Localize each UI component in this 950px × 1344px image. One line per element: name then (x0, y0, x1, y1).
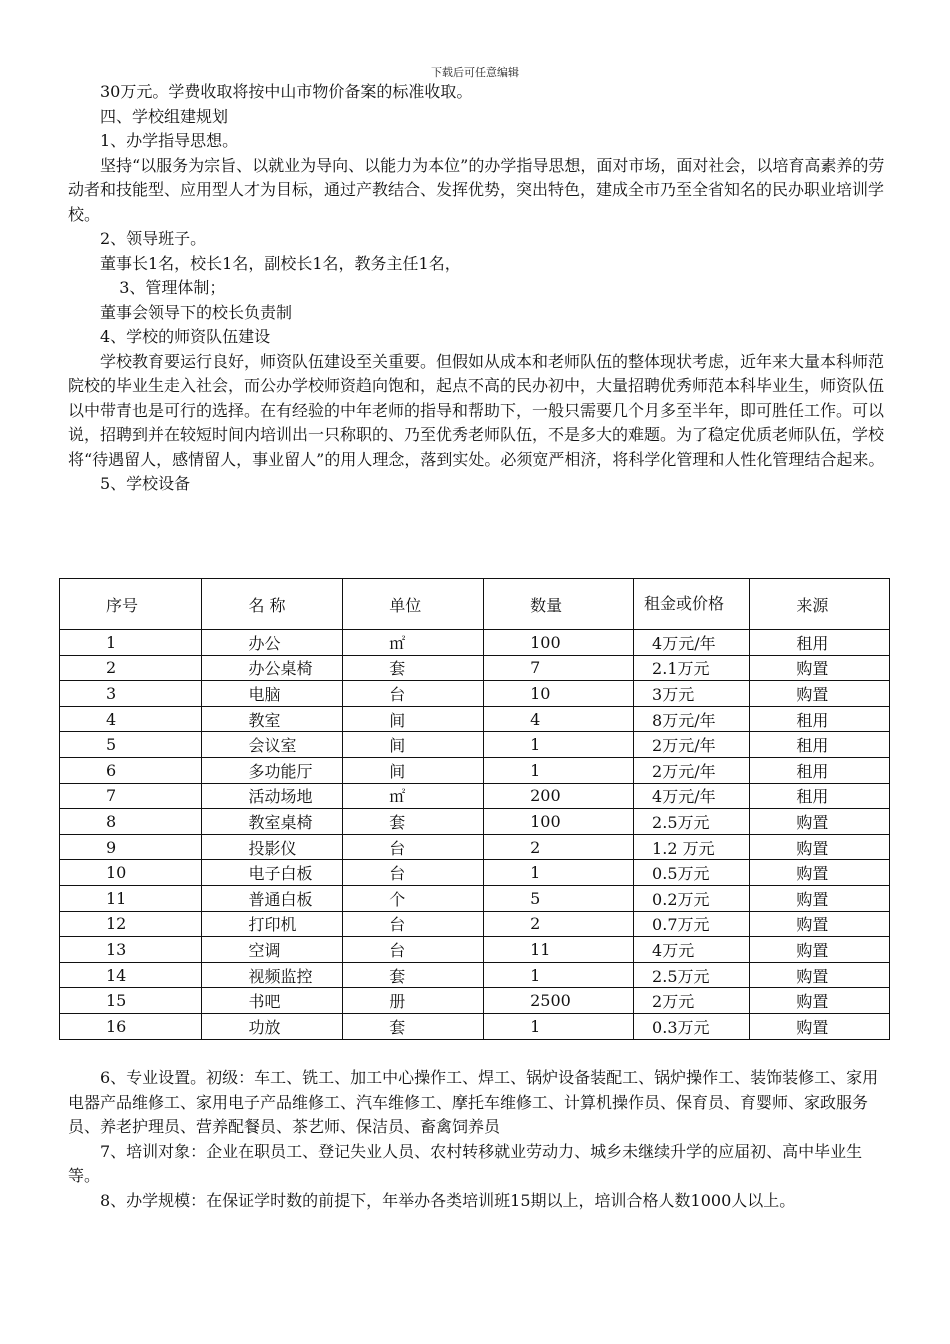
cell-serial: 4 (60, 706, 202, 732)
cell-quantity: 2 (484, 834, 634, 860)
paragraph-majors: 6、专业设置。初级：车工、铣工、加工中心操作工、焊工、锅炉设备装配工、锅炉操作工、装饰装修工、家用电器产品维修工、家用电子产品维修工、汽车维修工、摩托车维修工、计算机操作员、保育员、育婴师、家政服务员、养老护理员、营养配餐员、茶艺师、保洁员、畜禽饲养员 (68, 1068, 879, 1136)
cell-price: 0.5万元 (634, 860, 750, 886)
cell-quantity: 1 (484, 860, 634, 886)
page-header-note: 下载后可任意编辑 (431, 66, 519, 79)
table-row (60, 885, 890, 911)
table-row (60, 655, 890, 681)
cell-quantity: 100 (484, 630, 634, 656)
section-heading-school-plan: 四、学校组建规划 (100, 106, 229, 126)
cell-name: 多功能厅 (202, 757, 343, 783)
subheading-leadership: 2、领导班子。 (100, 229, 207, 248)
cell-serial: 8 (60, 809, 202, 835)
cell-price: 0.3万元 (634, 1013, 750, 1039)
cell-unit: 套 (343, 962, 484, 988)
cell-quantity: 4 (484, 706, 634, 732)
subheading-teachers: 4、学校的师资队伍建设 (100, 327, 271, 346)
cell-price: 0.7万元 (634, 911, 750, 937)
cell-quantity: 200 (484, 783, 634, 809)
cell-unit: 台 (343, 834, 484, 860)
table-row (60, 783, 890, 809)
header-quantity: 数量 (484, 579, 634, 630)
cell-price: 2.1万元 (634, 655, 750, 681)
table-row (60, 681, 890, 707)
cell-name: 教室桌椅 (202, 809, 343, 835)
cell-unit: ㎡ (343, 630, 484, 656)
cell-serial: 12 (60, 911, 202, 937)
cell-price: 0.2万元 (634, 885, 750, 911)
header-name: 名 称 (202, 579, 343, 630)
cell-unit: 台 (343, 860, 484, 886)
cell-serial: 2 (60, 655, 202, 681)
document-body-top (68, 80, 890, 497)
cell-unit: 间 (343, 706, 484, 732)
cell-price: 4万元/年 (634, 783, 750, 809)
cell-name: 办公桌椅 (202, 655, 343, 681)
cell-source: 购置 (750, 885, 890, 911)
table-header-row (60, 579, 890, 630)
cell-name: 功放 (202, 1013, 343, 1039)
cell-quantity: 1 (484, 732, 634, 758)
table-row (60, 1013, 890, 1039)
cell-serial: 3 (60, 681, 202, 707)
cell-name: 电脑 (202, 681, 343, 707)
cell-serial: 9 (60, 834, 202, 860)
cell-quantity: 11 (484, 937, 634, 963)
cell-source: 租用 (750, 630, 890, 656)
cell-serial: 7 (60, 783, 202, 809)
cell-source: 租用 (750, 732, 890, 758)
paragraph-management: 董事会领导下的校长负责制 (100, 302, 293, 322)
cell-serial: 16 (60, 1013, 202, 1039)
cell-quantity: 10 (484, 681, 634, 707)
table-row (60, 706, 890, 732)
cell-source: 购置 (750, 962, 890, 988)
subheading-guiding-thought: 1、办学指导思想。 (100, 131, 239, 150)
cell-serial: 14 (60, 962, 202, 988)
table-row (60, 911, 890, 937)
cell-unit: ㎡ (343, 783, 484, 809)
cell-unit: 间 (343, 757, 484, 783)
cell-source: 租用 (750, 757, 890, 783)
cell-price: 1.2 万元 (634, 834, 750, 860)
cell-price: 2万元/年 (634, 757, 750, 783)
cell-serial: 10 (60, 860, 202, 886)
table-row (60, 937, 890, 963)
paragraph-leadership: 董事长1名，校长1名，副校长1名，教务主任1名， (100, 253, 461, 273)
cell-quantity: 5 (484, 885, 634, 911)
cell-price: 8万元/年 (634, 706, 750, 732)
cell-source: 购置 (750, 937, 890, 963)
cell-source: 购置 (750, 681, 890, 707)
cell-source: 购置 (750, 809, 890, 835)
cell-source: 购置 (750, 1013, 890, 1039)
cell-quantity: 2500 (484, 988, 634, 1014)
cell-unit: 套 (343, 809, 484, 835)
cell-name: 视频监控 (202, 962, 343, 988)
cell-quantity: 2 (484, 911, 634, 937)
cell-serial: 5 (60, 732, 202, 758)
cell-unit: 台 (343, 937, 484, 963)
paragraph-trainees: 7、培训对象：企业在职员工、登记失业人员、农村转移就业劳动力、城乡未继续升学的应届初、高中毕业生等。 (68, 1141, 863, 1185)
cell-price: 4万元/年 (634, 630, 750, 656)
paragraph-scale: 8、办学规模：在保证学时数的前提下，年举办各类培训班15期以上，培训合格人数1000人以上。 (100, 1190, 796, 1210)
header-unit: 单位 (343, 579, 484, 630)
cell-unit: 台 (343, 911, 484, 937)
cell-price: 2.5万元 (634, 809, 750, 835)
cell-quantity: 1 (484, 962, 634, 988)
cell-name: 投影仪 (202, 834, 343, 860)
cell-serial: 11 (60, 885, 202, 911)
cell-unit: 册 (343, 988, 484, 1014)
subheading-equipment: 5、学校设备 (100, 474, 191, 493)
cell-name: 活动场地 (202, 783, 343, 809)
cell-unit: 台 (343, 681, 484, 707)
cell-source: 购置 (750, 911, 890, 937)
paragraph-tuition: 30万元。学费收取将按中山市物价备案的标准收取。 (100, 82, 473, 101)
cell-name: 书吧 (202, 988, 343, 1014)
cell-price: 4万元 (634, 937, 750, 963)
cell-unit: 套 (343, 1013, 484, 1039)
table-row (60, 860, 890, 886)
cell-name: 电子白板 (202, 860, 343, 886)
header-price: 租金或价格 (634, 579, 750, 630)
cell-quantity: 1 (484, 1013, 634, 1039)
cell-serial: 1 (60, 630, 202, 656)
cell-serial: 15 (60, 988, 202, 1014)
cell-name: 空调 (202, 937, 343, 963)
cell-name: 教室 (202, 706, 343, 732)
table-row (60, 809, 890, 835)
cell-quantity: 1 (484, 757, 634, 783)
table-row (60, 732, 890, 758)
cell-source: 购置 (750, 988, 890, 1014)
table-row (60, 834, 890, 860)
subheading-management: 3、管理体制； (119, 278, 226, 297)
cell-unit: 个 (343, 885, 484, 911)
cell-source: 购置 (750, 834, 890, 860)
cell-unit: 间 (343, 732, 484, 758)
table-row (60, 988, 890, 1014)
equipment-table (59, 578, 890, 1040)
paragraph-guiding-thought: 坚持“以服务为宗旨、以就业为导向、以能力为本位”的办学指导思想，面对市场，面对社会，以培育高素养的劳动者和技能型、应用型人才为目标，通过产教结合、发挥优势，突出特色，建成全市乃至全省知名的民办职业培训学校。 (68, 155, 885, 224)
cell-quantity: 100 (484, 809, 634, 835)
cell-price: 2万元 (634, 988, 750, 1014)
table-row (60, 757, 890, 783)
cell-serial: 13 (60, 937, 202, 963)
cell-name: 打印机 (202, 911, 343, 937)
cell-unit: 套 (343, 655, 484, 681)
cell-name: 办公 (202, 630, 343, 656)
cell-name: 会议室 (202, 732, 343, 758)
cell-quantity: 7 (484, 655, 634, 681)
cell-price: 3万元 (634, 681, 750, 707)
cell-price: 2.5万元 (634, 962, 750, 988)
document-body-bottom (68, 1066, 890, 1213)
cell-source: 购置 (750, 655, 890, 681)
cell-source: 租用 (750, 783, 890, 809)
header-serial: 序号 (60, 579, 202, 630)
table-row (60, 962, 890, 988)
cell-name: 普通白板 (202, 885, 343, 911)
cell-source: 租用 (750, 706, 890, 732)
cell-source: 购置 (750, 860, 890, 886)
paragraph-teachers: 学校教育要运行良好，师资队伍建设至关重要。但假如从成本和老师队伍的整体现状考虑，近年来大量本科师范院校的毕业生走入社会，而公办学校师资趋向饱和，起点不高的民办初中，大量招聘优秀师范本科毕业生，师资队伍以中带青也是可行的选择。在有经验的中年老师的指导和帮助下，一般只需要几个月多至半年，即可胜任工作。可以说，招聘到并在较短时间内培训出一只称职的、乃至优秀老师队伍，不是多大的难题。为了稳定优质老师队伍，学校将“待遇留人，感情留人，事业留人”的用人理念，落到实处。必须宽严相济，将科学化管理和人性化管理结合起来。 (68, 351, 885, 469)
cell-serial: 6 (60, 757, 202, 783)
table-row (60, 630, 890, 656)
header-source: 来源 (750, 579, 890, 630)
cell-price: 2万元/年 (634, 732, 750, 758)
